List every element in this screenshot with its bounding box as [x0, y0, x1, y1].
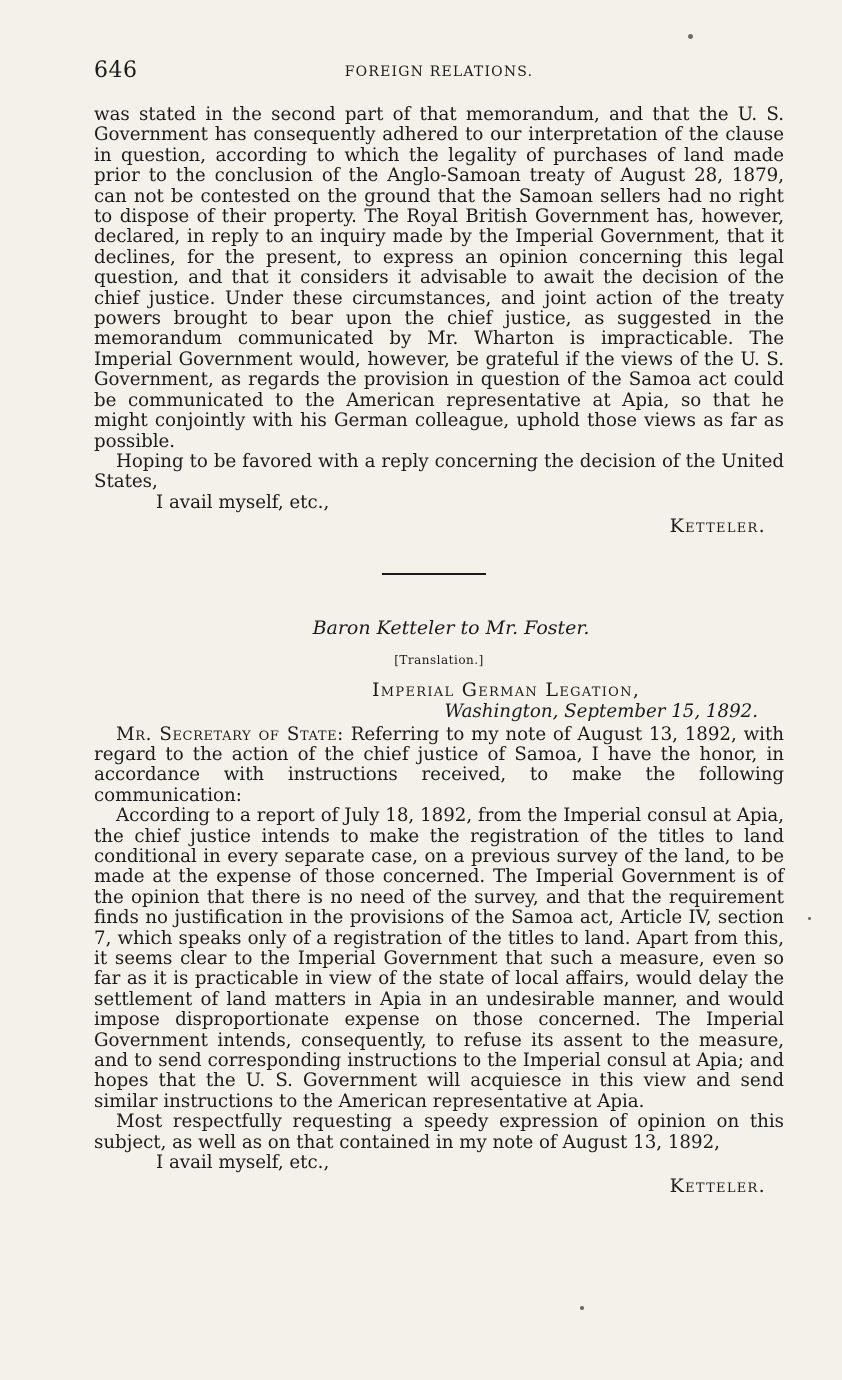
- letter-dateline: Washington, September 15, 1892.: [444, 700, 758, 722]
- running-title: FOREIGN RELATIONS.: [344, 64, 534, 80]
- first-letter-signature: Ketteler.: [669, 515, 766, 538]
- paper-speck: [580, 1306, 584, 1310]
- legation-heading: Imperial German Legation,: [372, 678, 641, 701]
- salutation: Mr. Secretary of State:: [116, 723, 344, 745]
- first-letter-closing: I avail myself, etc.,: [156, 491, 330, 513]
- second-letter-paragraph: Most respectfully requesting a speedy expression of opinion on this subject, as well as on that contained in my note of August 13, 1892,: [94, 1111, 784, 1153]
- second-letter-closing: I avail myself, etc.,: [156, 1152, 330, 1174]
- paper-speck: [688, 34, 693, 39]
- page-header: [94, 58, 784, 88]
- section-divider: [382, 573, 486, 575]
- second-letter-paragraph-text: Referring to my note of August 13, 1892, with regard to the action of the chief justice of Samoa, I have the honor, in accordance with instructions received, to make the following communication:: [94, 723, 784, 806]
- first-letter-paragraph: was stated in the second part of that memorandum, and that the U. S. Government has consequently adhered to our interpretation of the clause in question, according to which the legality of purchases of land made prior to the conclusion of the Anglo-Samoan treaty of August 28, 1879, can not be contested on the ground that the Samoan sellers had no right to dispose of their property. The Royal British Government has, however, declared, in reply to an inquiry made by the Imperial Government, that it declines, for the present, to express an opinion concerning this legal question, and that it considers it advisable to await the decision of the chief justice. Under these circumstances, and joint action of the treaty powers brought to bear upon the chief justice, as suggested in the memorandum communicated by Mr. Wharton is impracticable. The Imperial Government would, however, be grateful if the views of the U. S. Government, as regards the provision in question of the Samoa act could be communicated to the American representative at Apia, so that he might conjointly with his German colleague, uphold those views as far as possible.: [94, 104, 784, 452]
- page-number: 646: [94, 58, 138, 83]
- letter-title: Baron Ketteler to Mr. Foster.: [312, 616, 590, 639]
- first-letter-paragraph: Hoping to be favored with a reply concerning the decision of the United States,: [94, 450, 784, 493]
- paper-speck: [808, 917, 811, 920]
- second-letter-paragraph: [94, 725, 784, 807]
- first-letter: [94, 105, 784, 493]
- translation-note: [Translation.]: [394, 652, 484, 667]
- second-letter-paragraph: According to a report of July 18, 1892, from the Imperial consul at Apia, the chief justice intends to make the registration of the titles to land conditional in every separate case, on a previous survey of the land, to be made at the expense of those concerned. The Imperial Government is of the opinion that there is no need of the survey, and that the requirement finds no justification in the provisions of the Samoa act, Article IV, section 7, which speaks only of a registration of the titles to land. Apart from this, it seems clear to the Imperial Government that such a measure, even so far as it is practicable in view of the state of local affairs, would delay the settlement of land matters in Apia in an undesirable manner, and would impose disproportionate expense on those concerned. The Imperial Government intends, consequently, to refuse its assent to the measure, and to send corresponding instructions to the Imperial consul at Apia; and hopes that the U. S. Government will acquiesce in this view and send similar instructions to the American representative at Apia.: [94, 805, 784, 1112]
- second-letter-signature: Ketteler.: [669, 1175, 766, 1198]
- second-letter: [94, 725, 784, 1154]
- document-page: [94, 58, 784, 1197]
